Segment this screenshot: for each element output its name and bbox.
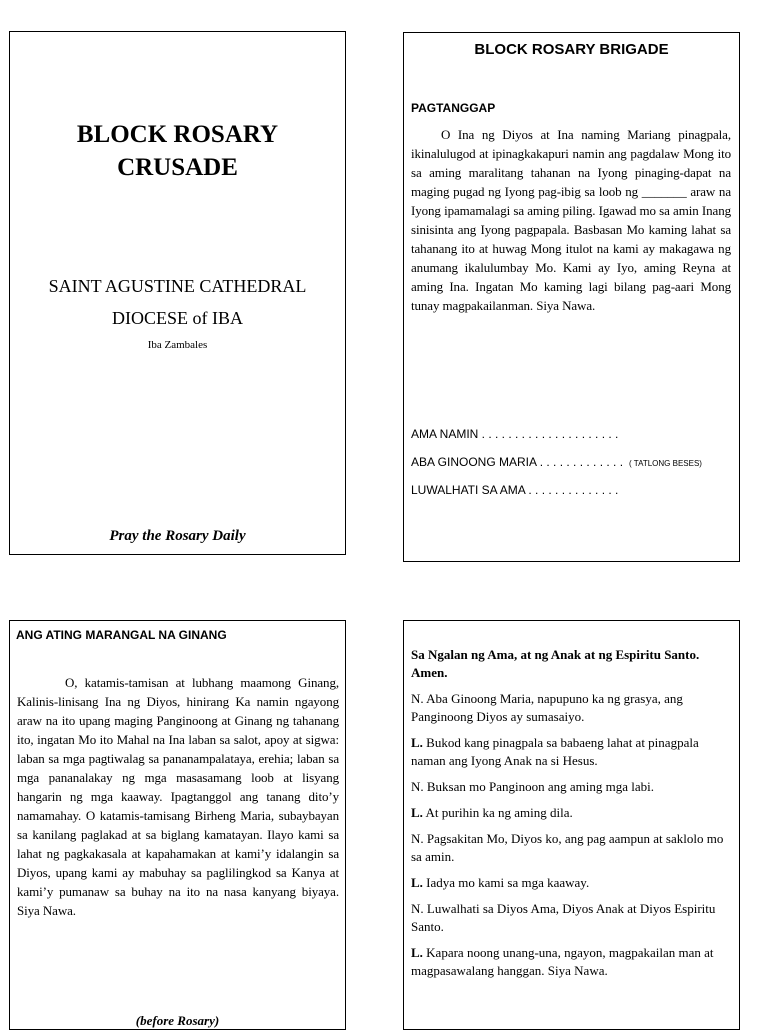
litany-line [411, 944, 733, 980]
cover-title-line1: BLOCK ROSARY [76, 121, 279, 148]
prayer-note: ( TATLONG BESES) [629, 459, 702, 468]
cover-panel [9, 31, 346, 555]
response-marker: L. [411, 805, 423, 820]
response-marker: L. [411, 945, 423, 960]
litany-text: Aba Ginoong Maria, napupuno ka ng grasya, ang Panginoong Diyos ay sumasaiyo. [411, 691, 683, 724]
pagtanggap-text: O Ina ng Diyos at Ina naming Mariang pinagpala, ikinalulugod at ipinagkakapuri namin ang pagdalaw Mong ito sa aming maralitang tahanan na Iyong pinaging-dapat na maging pugad ng Iyong pag-ibig sa loob ng _______ araw na Iyong ipamamalagi sa aming piling. Igawad mo sa amin Inang sinisinta ang Iyong pagpapala. Basbasan Mo kaming lahat sa tahanang ito at huwag Mong itulot na kami ay makagawa ng anumang ikalulumbay Mo. Kami ay Iyo, aming Reyna at aming Ina. Ingatan Mo kaming lagi bilang pag-aari Mong tunay magpakailanman. Siya Nawa. [411, 127, 731, 313]
location: Iba Zambales [147, 339, 208, 351]
cover-footer: Pray the Rosary Daily [109, 528, 246, 544]
litany-line [411, 874, 733, 892]
prayer-label: LUWALHATI SA AMA . . . . . . . . . . . . . . [411, 483, 619, 497]
litany-line [411, 900, 733, 936]
response-marker: N. [411, 901, 424, 916]
litany-line [411, 804, 733, 822]
response-marker: N. [411, 831, 424, 846]
cover-title-line2: CRUSADE [117, 154, 238, 181]
litany-line [411, 690, 733, 726]
prayer-label: AMA NAMIN . . . . . . . . . . . . . . . . . . . . . [411, 427, 619, 441]
litany-text: Buksan mo Panginoon ang aming mga labi. [423, 779, 655, 794]
response-marker: L. [411, 875, 423, 890]
litany-text: Pagsakitan Mo, Diyos ko, ang pag aampun at saklolo mo sa amin. [411, 831, 724, 864]
litany-text: Bukod kang pinagpala sa babaeng lahat at pinagpala naman ang Iyong Anak na si Hesus. [411, 735, 699, 768]
prayer-line [411, 483, 618, 497]
ginang-text: O, katamis-tamisan at lubhang maamong Ginang, Kalinis-linisang Ina ng Diyos, hinirang Ka namin ngayong araw na ito upang maging Panginoong at Ginang ng tahanang ito, ingatan Mo ito Mahal na Ina laban sa salot, apoy at sigwa: laban sa mga pagtiwalag sa pananampalataya, erehia; laban sa mga pananalakay ng mga masasamang loob at lisyang hangarin ng mga kaaway. Ipagtanggol ang tanang dito’y namamahay. O katamis-tamisang Birheng Maria, subaybayan sa kanilang paglakad at sa biglang kamatayan. Ilayo kami sa lahat ng pagkakasala at kapahamakan at kami’y idalangin sa Diyos, upang kami ay mabuhay sa paglilingkod sa Kanya at kami’y pumanaw sa buhay na ito na nasa kanyang biyaya. Siya Nawa. [17, 675, 339, 918]
litany-text: Luwalhati sa Diyos Ama, Diyos Anak at Diyos Espiritu Santo. [411, 901, 716, 934]
cover-title [10, 118, 345, 184]
litany-opening: Sa Ngalan ng Ama, at ng Anak at ng Espiritu Santo. Amen. [411, 647, 700, 680]
brigade-title: BLOCK ROSARY BRIGADE [474, 41, 669, 58]
litany-text: Kapara noong unang-una, ngayon, magpakailan man at magpasawalang hanggan. Siya Nawa. [411, 945, 714, 978]
brigade-subtitle: PAGTANGGAP [411, 101, 496, 115]
litany-text: Iadya mo kami sa mga kaaway. [422, 875, 590, 890]
parish-name: SAINT AGUSTINE CATHEDRAL [48, 276, 307, 296]
response-marker: N. [411, 779, 424, 794]
litany-line [411, 830, 733, 866]
diocese-name: DIOCESE of IBA [112, 308, 243, 328]
prayer-label: ABA GINOONG MARIA . . . . . . . . . . . . . [411, 455, 624, 469]
brigade-panel [403, 32, 740, 562]
litany-list [411, 646, 733, 988]
prayer-line [411, 427, 618, 441]
litany-text: At purihin ka ng aming dila. [422, 805, 573, 820]
prayer-line [411, 455, 702, 469]
ginang-title: ANG ATING MARANGAL NA GINANG [16, 628, 227, 642]
response-marker: L. [411, 735, 423, 750]
ginang-footer: (before Rosary) [135, 1013, 220, 1028]
litany-line [411, 778, 733, 796]
litany-line [411, 734, 733, 770]
ginang-panel [9, 620, 346, 1030]
litany-panel [403, 620, 740, 1030]
response-marker: N. [411, 691, 424, 706]
